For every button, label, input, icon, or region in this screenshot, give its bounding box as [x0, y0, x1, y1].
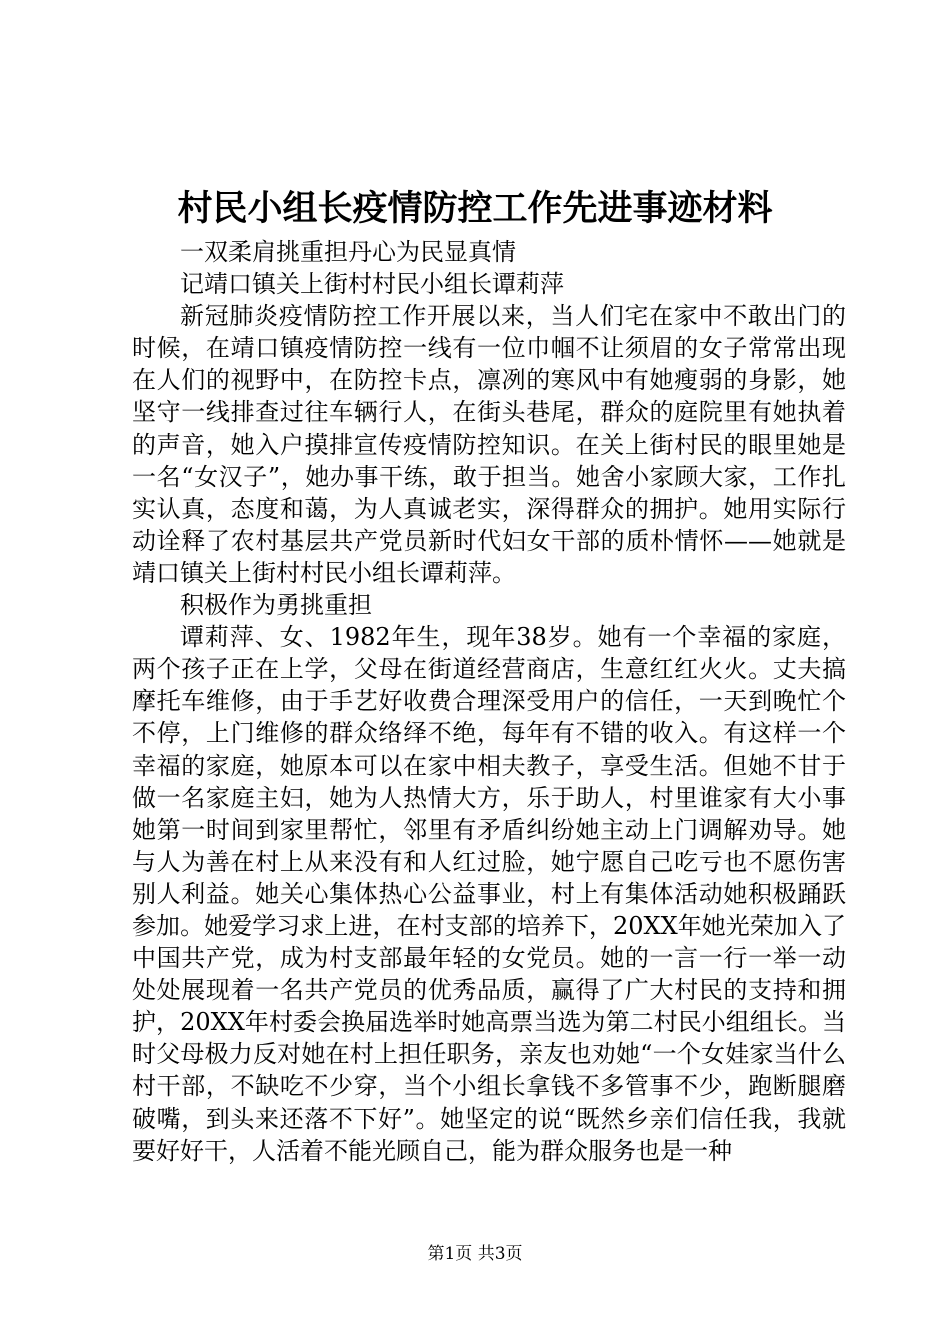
- body-paragraph-profile: 谭莉萍、女、1982年生，现年38岁。她有一个幸福的家庭，两个孩子正在上学，父母在街道经营商店，生意红红火火。丈夫搞摩托车维修，由于手艺好收费合理深受用户的信任，一天到晚忙个不停，上门维修的群众络绎不绝，每年有不错的收入。有这样一个幸福的家庭，她原本可以在家中相夫教子，享受生活。但她不甘于做一名家庭主妇，她为人热情大方，乐于助人，村里谁家有大小事她第一时间到家里帮忙，邻里有矛盾纠纷她主动上门调解劝导。她与人为善在村上从来没有和人红过脸，她宁愿自己吃亏也不愿伤害别人利益。她关心集体热心公益事业，村上有集体活动她积极踊跃参加。她爱学习求上进，在村支部的培养下，20XX年她光荣加入了中国共产党，成为村支部最年轻的女党员。她的一言一行一举一动处处展现着一名共产党员的优秀品质，赢得了广大村民的支持和拥护，20XX年村委会换届选举时她高票当选为第二村民小组组长。当时父母极力反对她在村上担任职务，亲友也劝她“一个女娃家当什么村干部，不缺吃不少穿，当个小组长拿钱不多管事不少，跑断腿磨破嘴，到头来还落不下好”。她坚定的说“既然乡亲们信任我，我就要好好干，人活着不能光顾自己，能为群众服务也是一种: [132, 623, 846, 1165]
- document-title: 村民小组长疫情防控工作先进事迹材料: [177, 189, 773, 229]
- body-paragraph-intro: 新冠肺炎疫情防控工作开展以来，当人们宅在家中不敢出门的时候，在靖口镇疫情防控一线有一位巾帼不让须眉的女子常常出现在人们的视野中，在防控卡点，凛冽的寒风中有她瘦弱的身影，她坚守一线排查过往车辆行人，在街头巷尾，群众的庭院里有她执着的声音，她入户摸排宣传疫情防控知识。在关上街村民的眼里她是一名“女汉子”，她办事干练，敢于担当。她舍小家顾大家，工作扎实认真，态度和蔼，为人真诚老实，深得群众的拥护。她用实际行动诠释了农村基层共产党员新时代妇女干部的质朴情怀——她就是靖口镇关上街村村民小组长谭莉萍。: [132, 302, 846, 587]
- section-heading: 积极作为勇挑重担: [180, 591, 372, 620]
- document-body: [132, 236, 846, 1167]
- subtitle-line-1: 一双柔肩挑重担丹心为民显真情: [180, 238, 516, 266]
- subtitle-line-2: 记靖口镇关上街村村民小组长谭莉萍: [180, 270, 564, 299]
- page-number-footer: 第1页 共3页: [427, 1244, 523, 1264]
